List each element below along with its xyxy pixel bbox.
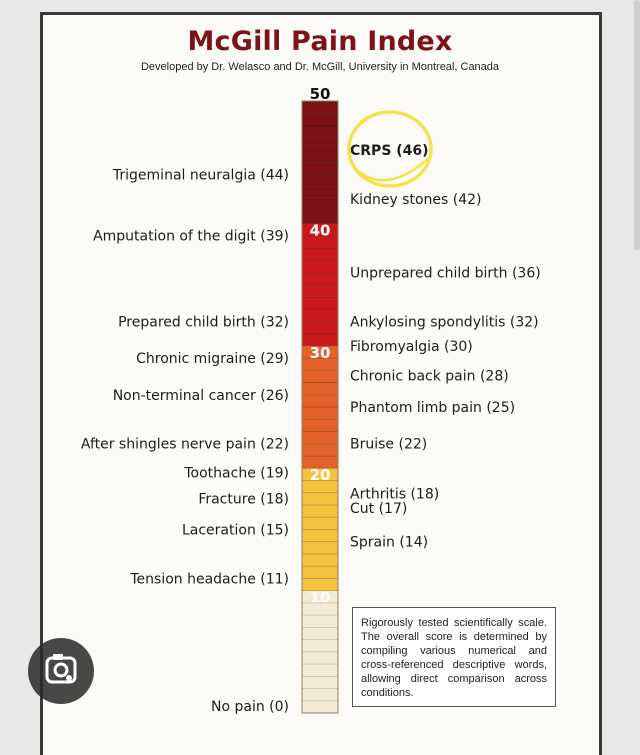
- right-condition-label: Arthritis (18): [350, 486, 440, 503]
- right-condition-label: Chronic back pain (28): [350, 368, 509, 385]
- scale-cell: [302, 395, 338, 407]
- scrollbar[interactable]: [634, 0, 640, 250]
- left-condition-label: Prepared child birth (32): [118, 314, 289, 331]
- scale-cell: [302, 419, 338, 431]
- right-condition-label: Sprain (14): [350, 534, 429, 551]
- scale-cell: [302, 676, 338, 688]
- scale-cell: [302, 321, 338, 333]
- right-condition-label: Fibromyalgia (30): [350, 338, 473, 355]
- scale-cell: [302, 383, 338, 395]
- right-condition-label: Kidney stones (42): [350, 191, 482, 208]
- tick-label: 40: [309, 221, 331, 240]
- chart-title: McGill Pain Index: [187, 26, 453, 57]
- scale-cell: [302, 150, 338, 162]
- scale-cell: [302, 248, 338, 260]
- right-condition-label: Ankylosing spondylitis (32): [350, 314, 539, 331]
- scale-cell: [302, 162, 338, 174]
- scale-cell: [302, 309, 338, 321]
- scale-cell: [302, 640, 338, 652]
- scale-cell: [302, 689, 338, 701]
- scale-cell: [302, 138, 338, 150]
- left-condition-label: Fracture (18): [198, 491, 289, 508]
- tick-label: 10: [309, 588, 331, 607]
- tick-label: 20: [309, 466, 331, 485]
- scale-cell: [302, 285, 338, 297]
- right-condition-label: Unprepared child birth (36): [350, 265, 541, 282]
- scale-cell: [302, 652, 338, 664]
- scale-cell: [302, 113, 338, 125]
- highlighted-condition-label: CRPS (46): [350, 142, 429, 159]
- scale-cell: [302, 187, 338, 199]
- scale-cell: [302, 125, 338, 137]
- tick-label: 30: [309, 343, 331, 362]
- scale-cell: [302, 297, 338, 309]
- left-condition-label: Tension headache (11): [130, 571, 289, 588]
- scale-cell: [302, 272, 338, 284]
- left-condition-label: Chronic migraine (29): [136, 351, 289, 368]
- scale-cell: [302, 505, 338, 517]
- scale-cell: [302, 529, 338, 541]
- scale-cell: [302, 701, 338, 713]
- scale-cell: [302, 493, 338, 505]
- left-condition-label: After shingles nerve pain (22): [80, 436, 289, 453]
- scale-cell: [302, 260, 338, 272]
- lens-search-button[interactable]: [28, 638, 94, 704]
- lens-icon: [28, 638, 94, 704]
- left-condition-label: Non-terminal cancer (26): [112, 387, 289, 404]
- right-condition-label: Bruise (22): [350, 436, 428, 453]
- scale-description-box: Rigorously tested scientifically scale. The overall score is determined by compiling various numerical and cross-referenced descriptive words, allowing direct comparison across conditions.: [352, 607, 556, 707]
- left-condition-label: Toothache (19): [184, 465, 289, 482]
- tick-label: 50: [309, 85, 331, 103]
- scale-cell: [302, 407, 338, 419]
- scale-cell: [302, 444, 338, 456]
- left-condition-label: No pain (0): [211, 699, 289, 715]
- scale-cell: [302, 431, 338, 443]
- scale-cell: [302, 554, 338, 566]
- left-condition-label: Trigeminal neuralgia (44): [112, 167, 289, 184]
- right-condition-label: Phantom limb pain (25): [350, 400, 516, 416]
- left-condition-label: Amputation of the digit (39): [93, 228, 289, 245]
- scale-cell: [302, 174, 338, 186]
- scale-cell: [302, 566, 338, 578]
- scale-cell: [302, 627, 338, 639]
- scale-cell: [302, 542, 338, 554]
- scale-cell: [302, 664, 338, 676]
- scale-cell: [302, 615, 338, 627]
- left-condition-label: Laceration (15): [181, 522, 289, 539]
- scale-cell: [302, 199, 338, 211]
- scale-cell: [302, 370, 338, 382]
- chart-subtitle: Developed by Dr. Welasco and Dr. McGill, University in Montreal, Canada: [140, 61, 500, 73]
- right-condition-label: Cut (17): [350, 500, 408, 517]
- scale-cell: [302, 517, 338, 529]
